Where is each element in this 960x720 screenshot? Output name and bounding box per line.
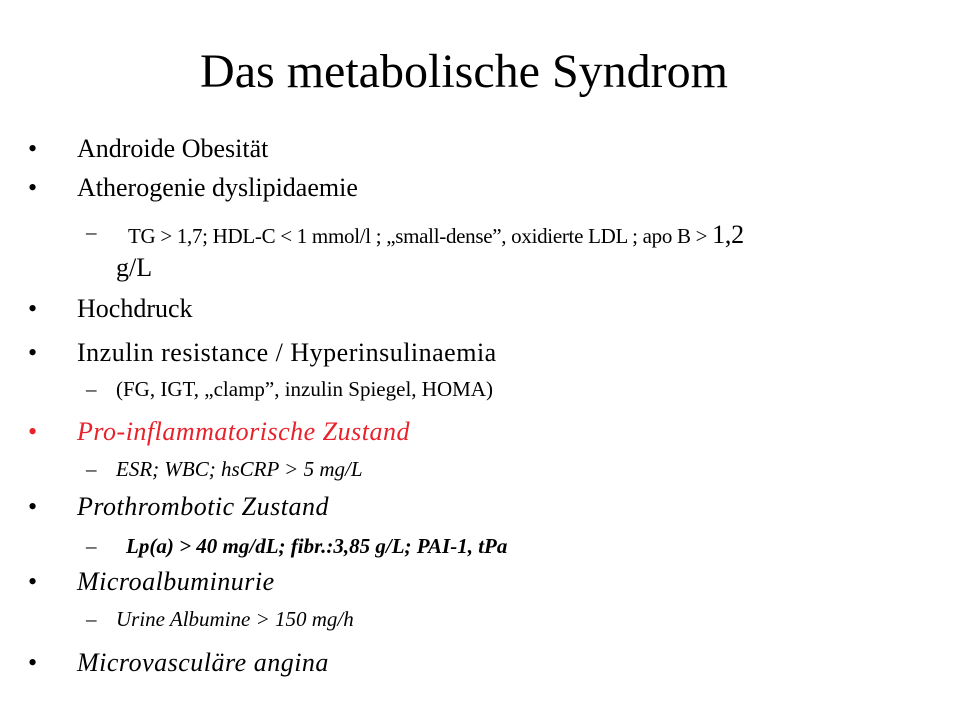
bullet-dot-icon: • (28, 492, 38, 521)
bullet-text: Atherogenie dyslipidaemie (77, 173, 358, 202)
sub-item-text: Lp(a) > 40 mg/dL; fibr.:3,85 g/L; PAI-1, tPa (126, 534, 508, 558)
bullet-dot-icon: • (28, 567, 38, 596)
bullet-text: Prothrombotic Zustand (77, 492, 329, 521)
sub-item-text-line2: g/L (116, 253, 153, 282)
bullet-dot-icon: • (28, 417, 38, 446)
sub-item-text (128, 220, 744, 250)
bullet-dot-icon: • (28, 648, 38, 677)
sub-item-text-tail: 1,2 (712, 220, 744, 249)
dash-icon: – (86, 534, 97, 558)
sub-item-text: (FG, IGT, „clamp”, inzulin Spiegel, HOMA) (116, 377, 493, 401)
dash-icon: – (86, 457, 97, 481)
sub-item-text: Urine Albumine > 150 mg/h (116, 607, 354, 631)
bullet-dot-icon: • (28, 338, 38, 367)
bullet-text: Inzulin resistance / Hyperinsulinaemia (77, 338, 497, 367)
slide-title: Das metabolische Syndrom (200, 45, 728, 98)
sub-item-text-main: TG > 1,7; HDL-C < 1 mmol/l ; „small-dense”, oxidierte LDL ; apo B > (128, 224, 708, 248)
dash-icon: – (86, 607, 97, 631)
bullet-text: Microvasculäre angina (77, 648, 329, 677)
dash-icon: – (86, 220, 97, 244)
bullet-dot-icon: • (28, 294, 38, 323)
bullet-dot-icon: • (28, 134, 38, 163)
bullet-text: Hochdruck (77, 294, 193, 323)
bullet-dot-icon: • (28, 173, 38, 202)
bullet-text: Pro-inflammatorische Zustand (77, 417, 410, 446)
sub-item-text: ESR; WBC; hsCRP > 5 mg/L (116, 457, 363, 481)
dash-icon: – (86, 377, 97, 401)
bullet-text: Androide Obesität (77, 134, 269, 163)
bullet-text: Microalbuminurie (77, 567, 275, 596)
